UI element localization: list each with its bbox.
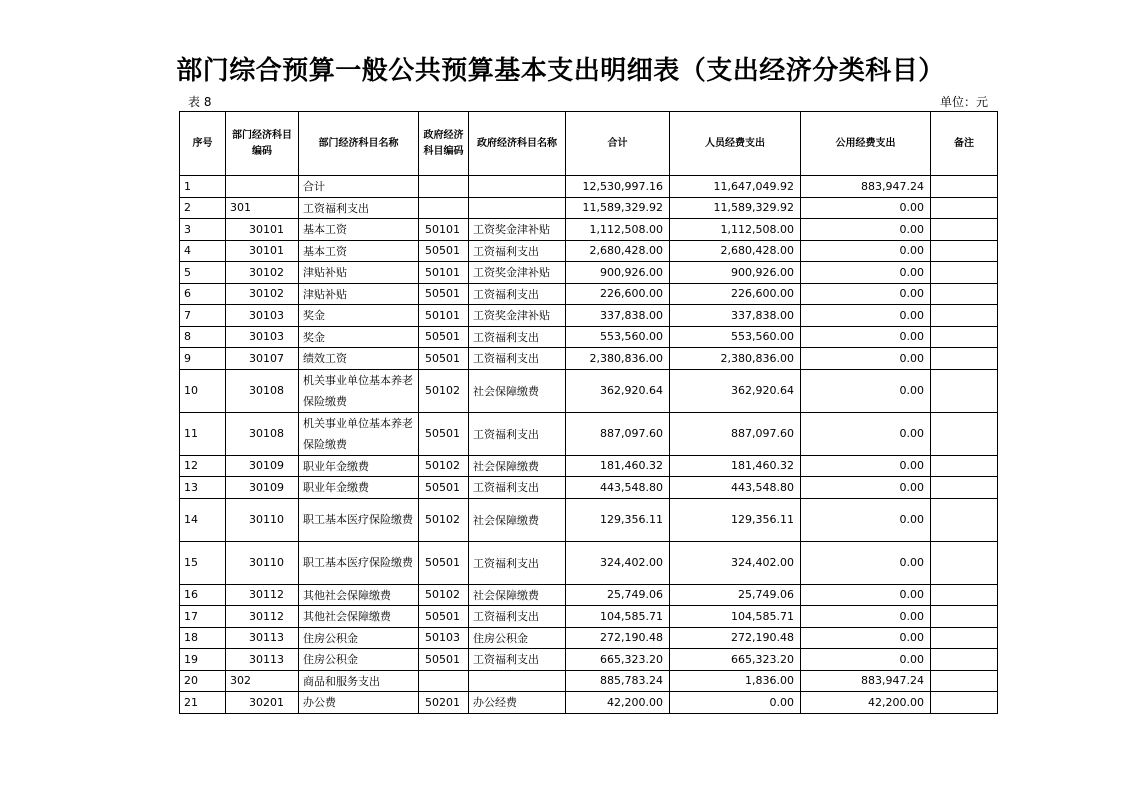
cell-personnel: 11,647,049.92 (670, 176, 801, 198)
cell-total: 885,783.24 (566, 670, 670, 692)
cell-personnel: 181,460.32 (670, 455, 801, 477)
cell-dept-code (226, 176, 299, 198)
header-gov-name: 政府经济科目名称 (469, 112, 566, 176)
cell-dept-name: 津贴补贴 (299, 283, 419, 305)
header-seq: 序号 (180, 112, 226, 176)
cell-seq: 11 (180, 412, 226, 455)
cell-gov-name: 工资福利支出 (469, 649, 566, 671)
cell-note (931, 369, 998, 412)
cell-dept-code: 30109 (226, 477, 299, 499)
cell-gov-name (469, 670, 566, 692)
cell-dept-code: 30113 (226, 627, 299, 649)
cell-dept-code: 30103 (226, 326, 299, 348)
cell-public: 0.00 (801, 455, 931, 477)
cell-total: 181,460.32 (566, 455, 670, 477)
cell-personnel: 1,112,508.00 (670, 219, 801, 241)
cell-dept-code: 30112 (226, 606, 299, 628)
cell-seq: 7 (180, 305, 226, 327)
cell-gov-name: 工资福利支出 (469, 283, 566, 305)
header-dept-code: 部门经济科目编码 (226, 112, 299, 176)
cell-personnel: 272,190.48 (670, 627, 801, 649)
cell-gov-name (469, 176, 566, 198)
cell-total: 665,323.20 (566, 649, 670, 671)
table-row (180, 498, 998, 541)
cell-note (931, 305, 998, 327)
cell-gov-code: 50101 (419, 305, 469, 327)
cell-personnel: 0.00 (670, 692, 801, 714)
cell-personnel: 362,920.64 (670, 369, 801, 412)
cell-dept-code: 30103 (226, 305, 299, 327)
cell-total: 129,356.11 (566, 498, 670, 541)
cell-gov-code: 50501 (419, 606, 469, 628)
cell-gov-name: 工资福利支出 (469, 541, 566, 584)
cell-note (931, 606, 998, 628)
cell-note (931, 649, 998, 671)
header-dept-name: 部门经济科目名称 (299, 112, 419, 176)
cell-seq: 10 (180, 369, 226, 412)
cell-dept-code: 301 (226, 197, 299, 219)
cell-total: 25,749.06 (566, 584, 670, 606)
cell-gov-name: 工资奖金津补贴 (469, 219, 566, 241)
cell-dept-code: 30108 (226, 412, 299, 455)
cell-gov-code: 50101 (419, 262, 469, 284)
cell-public: 0.00 (801, 606, 931, 628)
table-row (180, 692, 998, 714)
table-row (180, 305, 998, 327)
cell-public: 0.00 (801, 412, 931, 455)
table-row (180, 326, 998, 348)
cell-public: 0.00 (801, 498, 931, 541)
table-body (180, 176, 998, 714)
cell-personnel: 887,097.60 (670, 412, 801, 455)
cell-public: 0.00 (801, 627, 931, 649)
cell-dept-code: 30110 (226, 498, 299, 541)
cell-seq: 8 (180, 326, 226, 348)
cell-gov-code: 50501 (419, 283, 469, 305)
cell-note (931, 412, 998, 455)
cell-total: 887,097.60 (566, 412, 670, 455)
cell-note (931, 348, 998, 370)
cell-dept-code: 30107 (226, 348, 299, 370)
cell-dept-name: 机关事业单位基本养老保险缴费 (299, 412, 419, 455)
cell-total: 553,560.00 (566, 326, 670, 348)
cell-gov-code: 50501 (419, 477, 469, 499)
cell-total: 900,926.00 (566, 262, 670, 284)
cell-personnel: 324,402.00 (670, 541, 801, 584)
table-row (180, 262, 998, 284)
table-row (180, 541, 998, 584)
table-row (180, 412, 998, 455)
cell-seq: 14 (180, 498, 226, 541)
cell-seq: 3 (180, 219, 226, 241)
cell-gov-name: 工资福利支出 (469, 326, 566, 348)
cell-public: 0.00 (801, 283, 931, 305)
cell-gov-code: 50501 (419, 240, 469, 262)
table-row (180, 240, 998, 262)
cell-note (931, 176, 998, 198)
cell-dept-name: 基本工资 (299, 219, 419, 241)
cell-note (931, 477, 998, 499)
cell-seq: 21 (180, 692, 226, 714)
table-row (180, 477, 998, 499)
cell-total: 42,200.00 (566, 692, 670, 714)
cell-gov-code: 50501 (419, 326, 469, 348)
budget-table (179, 111, 998, 714)
cell-note (931, 692, 998, 714)
cell-dept-code: 30108 (226, 369, 299, 412)
cell-dept-name: 其他社会保障缴费 (299, 606, 419, 628)
cell-seq: 9 (180, 348, 226, 370)
cell-gov-name (469, 197, 566, 219)
cell-gov-name: 社会保障缴费 (469, 455, 566, 477)
cell-total: 12,530,997.16 (566, 176, 670, 198)
cell-dept-name: 基本工资 (299, 240, 419, 262)
cell-public: 0.00 (801, 649, 931, 671)
cell-dept-code: 30201 (226, 692, 299, 714)
cell-gov-code: 50501 (419, 348, 469, 370)
cell-total: 104,585.71 (566, 606, 670, 628)
cell-total: 443,548.80 (566, 477, 670, 499)
cell-personnel: 2,380,836.00 (670, 348, 801, 370)
cell-gov-name: 工资福利支出 (469, 606, 566, 628)
cell-seq: 13 (180, 477, 226, 499)
cell-seq: 2 (180, 197, 226, 219)
page-title: 部门综合预算一般公共预算基本支出明细表（支出经济分类科目） (176, 56, 945, 86)
cell-public: 0.00 (801, 262, 931, 284)
cell-total: 324,402.00 (566, 541, 670, 584)
cell-note (931, 670, 998, 692)
cell-gov-name: 社会保障缴费 (469, 498, 566, 541)
cell-dept-code: 30102 (226, 283, 299, 305)
cell-note (931, 283, 998, 305)
cell-gov-code: 50501 (419, 412, 469, 455)
cell-personnel: 129,356.11 (670, 498, 801, 541)
cell-gov-name: 社会保障缴费 (469, 369, 566, 412)
cell-gov-name: 工资福利支出 (469, 348, 566, 370)
header-personnel: 人员经费支出 (670, 112, 801, 176)
cell-note (931, 627, 998, 649)
cell-note (931, 262, 998, 284)
cell-note (931, 541, 998, 584)
cell-personnel: 1,836.00 (670, 670, 801, 692)
cell-total: 337,838.00 (566, 305, 670, 327)
header-note: 备注 (931, 112, 998, 176)
cell-gov-code (419, 670, 469, 692)
cell-gov-code (419, 176, 469, 198)
cell-personnel: 900,926.00 (670, 262, 801, 284)
cell-seq: 5 (180, 262, 226, 284)
cell-seq: 4 (180, 240, 226, 262)
cell-public: 42,200.00 (801, 692, 931, 714)
cell-dept-name: 奖金 (299, 305, 419, 327)
cell-dept-name: 职工基本医疗保险缴费 (299, 541, 419, 584)
cell-dept-name: 绩效工资 (299, 348, 419, 370)
cell-note (931, 584, 998, 606)
table-row (180, 369, 998, 412)
cell-dept-code: 302 (226, 670, 299, 692)
cell-seq: 19 (180, 649, 226, 671)
table-row (180, 455, 998, 477)
cell-dept-code: 30113 (226, 649, 299, 671)
cell-public: 0.00 (801, 584, 931, 606)
cell-gov-code: 50102 (419, 369, 469, 412)
cell-public: 883,947.24 (801, 670, 931, 692)
cell-dept-name: 合计 (299, 176, 419, 198)
cell-public: 0.00 (801, 305, 931, 327)
cell-gov-code: 50501 (419, 649, 469, 671)
cell-public: 0.00 (801, 197, 931, 219)
cell-dept-code: 30110 (226, 541, 299, 584)
cell-gov-code: 50102 (419, 455, 469, 477)
cell-personnel: 226,600.00 (670, 283, 801, 305)
table-row (180, 606, 998, 628)
cell-seq: 1 (180, 176, 226, 198)
cell-personnel: 11,589,329.92 (670, 197, 801, 219)
cell-note (931, 326, 998, 348)
cell-dept-name: 职业年金缴费 (299, 455, 419, 477)
cell-note (931, 240, 998, 262)
cell-dept-code: 30109 (226, 455, 299, 477)
cell-total: 272,190.48 (566, 627, 670, 649)
cell-note (931, 197, 998, 219)
cell-total: 2,680,428.00 (566, 240, 670, 262)
cell-seq: 18 (180, 627, 226, 649)
cell-gov-name: 工资奖金津补贴 (469, 262, 566, 284)
cell-total: 226,600.00 (566, 283, 670, 305)
cell-gov-code: 50103 (419, 627, 469, 649)
cell-public: 0.00 (801, 348, 931, 370)
cell-personnel: 553,560.00 (670, 326, 801, 348)
cell-gov-code: 50201 (419, 692, 469, 714)
cell-gov-code: 50102 (419, 498, 469, 541)
cell-dept-name: 住房公积金 (299, 627, 419, 649)
header-public: 公用经费支出 (801, 112, 931, 176)
cell-dept-name: 工资福利支出 (299, 197, 419, 219)
table-row (180, 176, 998, 198)
unit-label: 单位：元 (939, 95, 988, 109)
cell-note (931, 498, 998, 541)
cell-public: 0.00 (801, 219, 931, 241)
cell-public: 0.00 (801, 369, 931, 412)
cell-personnel: 443,548.80 (670, 477, 801, 499)
cell-note (931, 455, 998, 477)
cell-seq: 12 (180, 455, 226, 477)
cell-total: 362,920.64 (566, 369, 670, 412)
cell-public: 0.00 (801, 541, 931, 584)
cell-personnel: 104,585.71 (670, 606, 801, 628)
cell-gov-name: 工资奖金津补贴 (469, 305, 566, 327)
cell-gov-code: 50501 (419, 541, 469, 584)
cell-dept-name: 职工基本医疗保险缴费 (299, 498, 419, 541)
header-total: 合计 (566, 112, 670, 176)
cell-gov-name: 工资福利支出 (469, 477, 566, 499)
cell-dept-name: 机关事业单位基本养老保险缴费 (299, 369, 419, 412)
cell-seq: 17 (180, 606, 226, 628)
cell-gov-code: 50101 (419, 219, 469, 241)
cell-gov-name: 住房公积金 (469, 627, 566, 649)
table-row (180, 219, 998, 241)
cell-gov-name: 工资福利支出 (469, 412, 566, 455)
cell-gov-code: 50102 (419, 584, 469, 606)
cell-gov-name: 办公经费 (469, 692, 566, 714)
cell-dept-name: 商品和服务支出 (299, 670, 419, 692)
cell-public: 0.00 (801, 326, 931, 348)
cell-public: 883,947.24 (801, 176, 931, 198)
cell-seq: 15 (180, 541, 226, 584)
table-row (180, 627, 998, 649)
cell-dept-name: 津贴补贴 (299, 262, 419, 284)
cell-dept-name: 办公费 (299, 692, 419, 714)
table-row (180, 283, 998, 305)
cell-dept-code: 30102 (226, 262, 299, 284)
cell-seq: 20 (180, 670, 226, 692)
cell-personnel: 25,749.06 (670, 584, 801, 606)
cell-note (931, 219, 998, 241)
cell-total: 2,380,836.00 (566, 348, 670, 370)
table-number: 表 8 (188, 95, 212, 109)
cell-public: 0.00 (801, 240, 931, 262)
cell-dept-code: 30112 (226, 584, 299, 606)
cell-public: 0.00 (801, 477, 931, 499)
cell-dept-code: 30101 (226, 219, 299, 241)
cell-dept-code: 30101 (226, 240, 299, 262)
cell-gov-code (419, 197, 469, 219)
table-header-row (180, 112, 998, 176)
cell-dept-name: 其他社会保障缴费 (299, 584, 419, 606)
table-row (180, 584, 998, 606)
table-row (180, 649, 998, 671)
cell-personnel: 2,680,428.00 (670, 240, 801, 262)
cell-personnel: 337,838.00 (670, 305, 801, 327)
table-row (180, 348, 998, 370)
cell-dept-name: 住房公积金 (299, 649, 419, 671)
cell-total: 1,112,508.00 (566, 219, 670, 241)
cell-total: 11,589,329.92 (566, 197, 670, 219)
cell-dept-name: 职业年金缴费 (299, 477, 419, 499)
cell-personnel: 665,323.20 (670, 649, 801, 671)
table-row (180, 670, 998, 692)
cell-gov-name: 工资福利支出 (469, 240, 566, 262)
table-row (180, 197, 998, 219)
cell-dept-name: 奖金 (299, 326, 419, 348)
cell-gov-name: 社会保障缴费 (469, 584, 566, 606)
cell-seq: 6 (180, 283, 226, 305)
cell-seq: 16 (180, 584, 226, 606)
header-gov-code: 政府经济科目编码 (419, 112, 469, 176)
